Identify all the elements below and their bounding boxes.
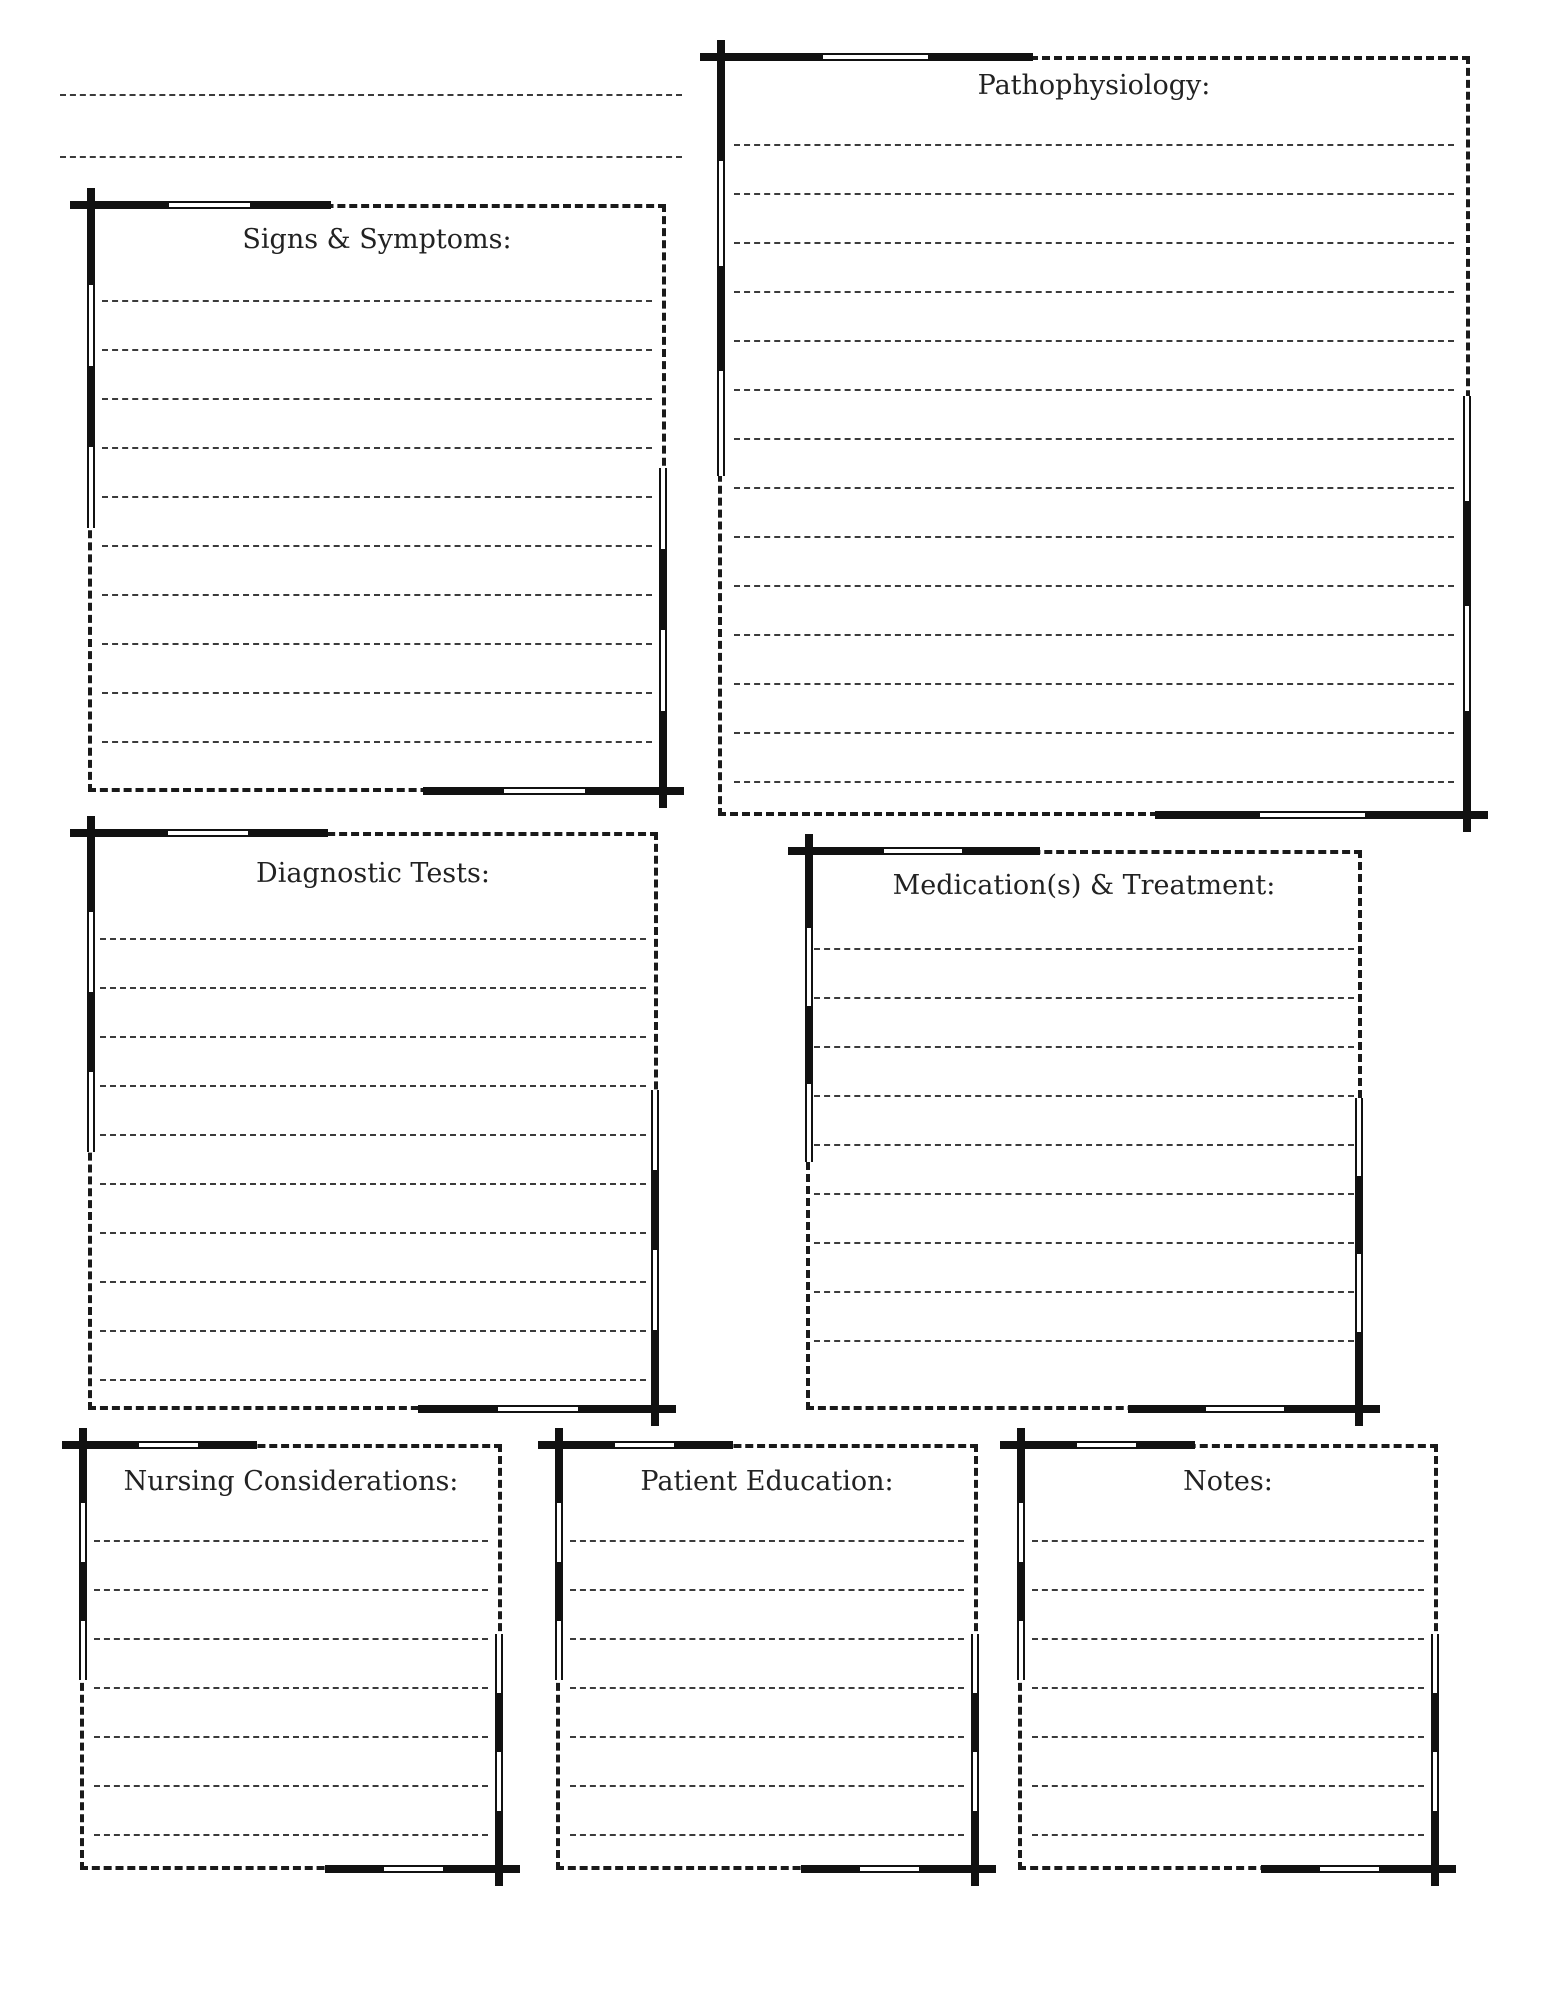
border-ornament — [659, 549, 667, 630]
diagnostic-tests-writing-line[interactable] — [100, 1085, 646, 1087]
medications-treatment-writing-line[interactable] — [814, 1193, 1354, 1195]
border-ornament — [659, 630, 667, 711]
medications-treatment-writing-line[interactable] — [814, 1144, 1354, 1146]
nursing-considerations-writing-line[interactable] — [94, 1687, 488, 1689]
pathophysiology-writing-line[interactable] — [734, 781, 1454, 783]
diagnostic-tests-writing-line[interactable] — [100, 1281, 646, 1283]
border-ornament — [79, 1621, 87, 1680]
diagnostic-tests-box — [88, 832, 658, 1410]
border-ornament — [62, 1441, 139, 1449]
border-ornament — [919, 1865, 996, 1873]
border-ornament — [79, 1428, 87, 1503]
patient-education-writing-line[interactable] — [570, 1785, 964, 1787]
nursing-considerations-writing-line[interactable] — [94, 1736, 488, 1738]
pathophysiology-writing-line[interactable] — [734, 291, 1454, 293]
border-ornament — [860, 1865, 919, 1873]
border-ornament — [962, 847, 1040, 855]
pathophysiology-writing-line[interactable] — [734, 340, 1454, 342]
border-ornament — [70, 201, 169, 209]
notes-box — [1018, 1444, 1438, 1870]
border-ornament — [1136, 1441, 1195, 1449]
notes-writing-line[interactable] — [1032, 1589, 1424, 1591]
patient-education-writing-line[interactable] — [570, 1638, 964, 1640]
pathophysiology-writing-line[interactable] — [734, 536, 1454, 538]
pathophysiology-writing-line[interactable] — [734, 683, 1454, 685]
border-ornament — [1431, 1811, 1439, 1886]
diagnostic-tests-writing-line[interactable] — [100, 1379, 646, 1381]
diagnostic-tests-title: Diagnostic Tests: — [256, 858, 490, 889]
border-ornament — [168, 829, 248, 837]
nursing-considerations-writing-line[interactable] — [94, 1638, 488, 1640]
diagnostic-tests-writing-line[interactable] — [100, 1134, 646, 1136]
border-ornament — [1431, 1634, 1439, 1693]
border-ornament — [1260, 811, 1365, 819]
border-ornament — [555, 1503, 563, 1562]
pathophysiology-writing-line[interactable] — [734, 193, 1454, 195]
notes-writing-line[interactable] — [1032, 1736, 1424, 1738]
border-ornament — [1463, 711, 1471, 832]
pathophysiology-box — [718, 56, 1470, 816]
nursing-considerations-writing-line[interactable] — [94, 1834, 488, 1836]
border-ornament — [538, 1441, 615, 1449]
notes-writing-line[interactable] — [1032, 1540, 1424, 1542]
border-ornament — [659, 468, 667, 549]
signs-symptoms-box — [88, 204, 666, 792]
notes-writing-line[interactable] — [1032, 1785, 1424, 1787]
border-ornament — [717, 40, 725, 161]
border-ornament — [169, 201, 250, 209]
border-ornament — [1355, 1098, 1363, 1176]
diagnostic-tests-writing-line[interactable] — [100, 938, 646, 940]
diagnostic-tests-writing-line[interactable] — [100, 1036, 646, 1038]
pathophysiology-writing-line[interactable] — [734, 242, 1454, 244]
border-ornament — [823, 53, 928, 61]
border-ornament — [495, 1693, 503, 1752]
pathophysiology-writing-line[interactable] — [734, 438, 1454, 440]
patient-education-writing-line[interactable] — [570, 1687, 964, 1689]
border-ornament — [1463, 396, 1471, 501]
border-ornament — [87, 366, 95, 447]
border-ornament — [87, 992, 95, 1072]
border-ornament — [198, 1441, 257, 1449]
border-ornament — [651, 1170, 659, 1250]
border-ornament — [1261, 1865, 1320, 1873]
border-ornament — [1077, 1441, 1136, 1449]
nursing-considerations-writing-line[interactable] — [94, 1589, 488, 1591]
pathophysiology-writing-line[interactable] — [734, 585, 1454, 587]
medications-treatment-writing-line[interactable] — [814, 1340, 1354, 1342]
border-ornament — [498, 1405, 578, 1413]
border-ornament — [87, 816, 95, 912]
patient-education-writing-line[interactable] — [570, 1589, 964, 1591]
border-ornament — [805, 1006, 813, 1084]
border-ornament — [585, 787, 684, 795]
border-ornament — [1000, 1441, 1077, 1449]
border-ornament — [615, 1441, 674, 1449]
signs-symptoms-writing-line[interactable] — [102, 349, 652, 351]
border-ornament — [1431, 1693, 1439, 1752]
border-ornament — [805, 1084, 813, 1162]
border-ornament — [418, 1405, 498, 1413]
border-ornament — [325, 1865, 384, 1873]
signs-symptoms-writing-line[interactable] — [102, 398, 652, 400]
border-ornament — [555, 1428, 563, 1503]
border-ornament — [1017, 1621, 1025, 1680]
diagnostic-tests-writing-line[interactable] — [100, 1183, 646, 1185]
patient-education-writing-line[interactable] — [570, 1736, 964, 1738]
pathophysiology-writing-line[interactable] — [734, 487, 1454, 489]
signs-symptoms-writing-line[interactable] — [102, 594, 652, 596]
border-ornament — [423, 787, 504, 795]
medications-treatment-writing-line[interactable] — [814, 1242, 1354, 1244]
border-ornament — [495, 1752, 503, 1811]
border-ornament — [971, 1811, 979, 1886]
notes-writing-line[interactable] — [1032, 1687, 1424, 1689]
border-ornament — [1355, 1332, 1363, 1426]
border-ornament — [1284, 1405, 1380, 1413]
border-ornament — [250, 201, 331, 209]
border-ornament — [659, 711, 667, 808]
border-ornament — [495, 1634, 503, 1693]
pathophysiology-title: Pathophysiology: — [977, 70, 1211, 101]
signs-symptoms-writing-line[interactable] — [102, 643, 652, 645]
pathophysiology-writing-line[interactable] — [734, 634, 1454, 636]
border-ornament — [1017, 1428, 1025, 1503]
border-ornament — [87, 447, 95, 528]
medications-treatment-title: Medication(s) & Treatment: — [892, 870, 1276, 901]
pathophysiology-writing-line[interactable] — [734, 389, 1454, 391]
signs-symptoms-writing-line[interactable] — [102, 300, 652, 302]
border-ornament — [801, 1865, 860, 1873]
border-ornament — [578, 1405, 676, 1413]
nursing-considerations-box — [80, 1444, 502, 1870]
medications-treatment-writing-line[interactable] — [814, 948, 1354, 950]
border-ornament — [87, 188, 95, 285]
border-ornament — [1463, 501, 1471, 606]
patient-education-writing-line[interactable] — [570, 1540, 964, 1542]
border-ornament — [555, 1621, 563, 1680]
pathophysiology-writing-line[interactable] — [734, 732, 1454, 734]
notes-title: Notes: — [1183, 1466, 1273, 1497]
border-ornament — [384, 1865, 443, 1873]
patient-education-writing-line[interactable] — [570, 1834, 964, 1836]
border-ornament — [1379, 1865, 1456, 1873]
border-ornament — [651, 1090, 659, 1170]
nursing-considerations-writing-line[interactable] — [94, 1540, 488, 1542]
border-ornament — [651, 1250, 659, 1330]
signs-symptoms-writing-line[interactable] — [102, 447, 652, 449]
header-line-2[interactable] — [60, 156, 682, 158]
signs-symptoms-writing-line[interactable] — [102, 496, 652, 498]
border-ornament — [805, 928, 813, 1006]
border-ornament — [1155, 811, 1260, 819]
medications-treatment-writing-line[interactable] — [814, 1095, 1354, 1097]
medications-treatment-writing-line[interactable] — [814, 1046, 1354, 1048]
border-ornament — [971, 1634, 979, 1693]
medications-treatment-writing-line[interactable] — [814, 997, 1354, 999]
signs-symptoms-writing-line[interactable] — [102, 741, 652, 743]
border-ornament — [79, 1562, 87, 1621]
border-ornament — [805, 834, 813, 928]
border-ornament — [70, 829, 168, 837]
border-ornament — [1355, 1176, 1363, 1254]
border-ornament — [1320, 1865, 1379, 1873]
signs-symptoms-writing-line[interactable] — [102, 545, 652, 547]
border-ornament — [504, 787, 585, 795]
nursing-considerations-title: Nursing Considerations: — [123, 1466, 459, 1497]
border-ornament — [555, 1562, 563, 1621]
border-ornament — [717, 161, 725, 266]
border-ornament — [884, 847, 962, 855]
border-ornament — [248, 829, 328, 837]
border-ornament — [79, 1503, 87, 1562]
border-ornament — [87, 912, 95, 992]
border-ornament — [788, 847, 884, 855]
border-ornament — [443, 1865, 520, 1873]
border-ornament — [971, 1752, 979, 1811]
diagnostic-tests-writing-line[interactable] — [100, 1330, 646, 1332]
header-line-1[interactable] — [60, 94, 682, 96]
medications-treatment-writing-line[interactable] — [814, 1291, 1354, 1293]
border-ornament — [139, 1441, 198, 1449]
medications-treatment-box — [806, 850, 1362, 1410]
border-ornament — [674, 1441, 733, 1449]
signs-symptoms-writing-line[interactable] — [102, 692, 652, 694]
border-ornament — [928, 53, 1033, 61]
pathophysiology-writing-line[interactable] — [734, 144, 1454, 146]
border-ornament — [1355, 1254, 1363, 1332]
border-ornament — [1128, 1405, 1206, 1413]
signs-symptoms-title: Signs & Symptoms: — [242, 224, 512, 255]
diagnostic-tests-writing-line[interactable] — [100, 987, 646, 989]
border-ornament — [1206, 1405, 1284, 1413]
border-ornament — [651, 1330, 659, 1426]
nursing-considerations-writing-line[interactable] — [94, 1785, 488, 1787]
border-ornament — [1431, 1752, 1439, 1811]
border-ornament — [495, 1811, 503, 1886]
patient-education-title: Patient Education: — [640, 1466, 894, 1497]
notes-writing-line[interactable] — [1032, 1834, 1424, 1836]
border-ornament — [1017, 1503, 1025, 1562]
diagnostic-tests-writing-line[interactable] — [100, 1232, 646, 1234]
notes-writing-line[interactable] — [1032, 1638, 1424, 1640]
border-ornament — [971, 1693, 979, 1752]
border-ornament — [87, 285, 95, 366]
border-ornament — [87, 1072, 95, 1152]
patient-education-box — [556, 1444, 978, 1870]
border-ornament — [717, 371, 725, 476]
border-ornament — [1017, 1562, 1025, 1621]
border-ornament — [1463, 606, 1471, 711]
border-ornament — [717, 266, 725, 371]
